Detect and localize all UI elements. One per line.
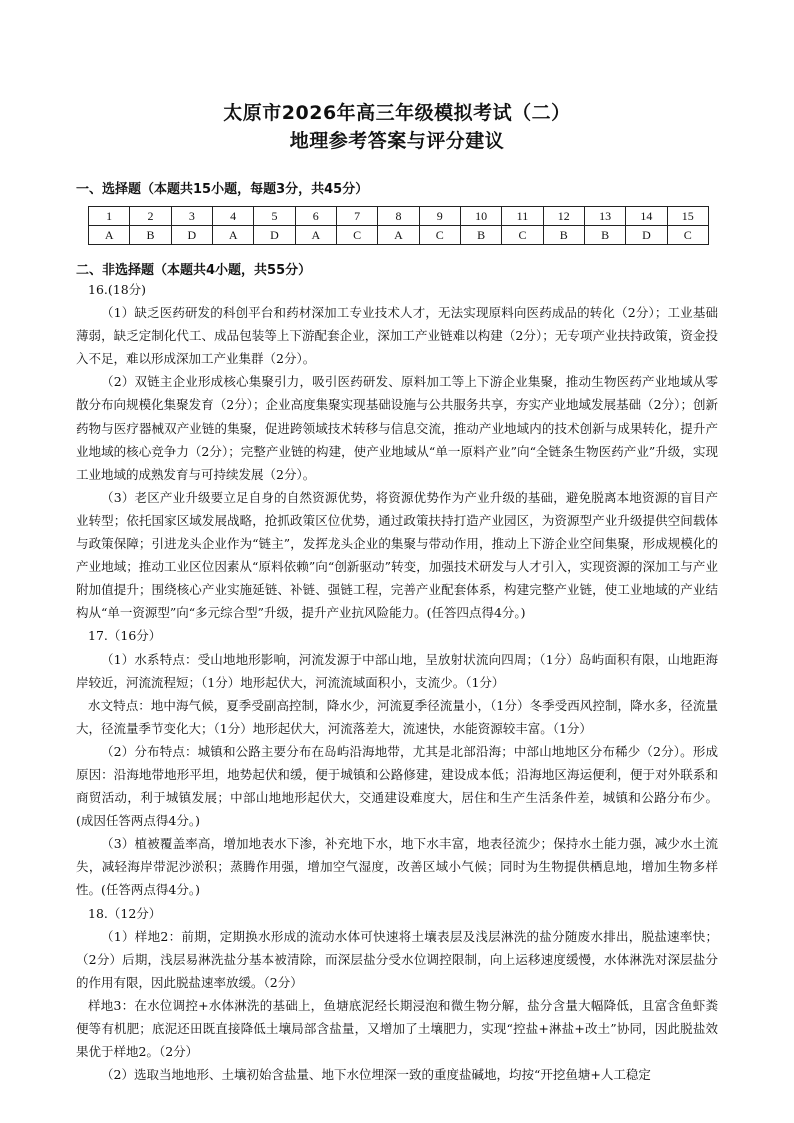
answer-cell: A — [295, 226, 336, 245]
question-16-label: 16.(18分) — [88, 282, 147, 297]
question-number-cell: 11 — [502, 207, 543, 226]
question-number-cell: 9 — [419, 207, 460, 226]
q16-answer-3: （3）老区产业升级要立足自身的自然资源优势，将资源优势作为产业升级的基础，避免脱离本地资源的盲目产业转型；依托国家区域发展战略，抢抓政策区位优势，通过政策扶持打造产业园区，为资源型产业升级提供空间载体与政策保障；引进龙头企业作为“链主”，发挥龙头企业的集聚与带动作用，推动上下游企业空间集聚，形成规模化的产业地域；推动工业区位因素从“原料依赖”向“创新驱动”转变，加强技术研发与人才引入，实现资源的深加工与产业附加值提升；围绕核心产业实施延链、补链、强链工程，完善产业配套体系，构建完整产业链，使工业地域的产业结构从“单一资源型”向“多元综合型”升级，提升产业抗风险能力。(任答四点得4分。) — [76, 489, 718, 621]
question-number-cell: 1 — [89, 207, 130, 226]
answer-cell: B — [460, 226, 501, 245]
answer-cell: C — [502, 226, 543, 245]
answer-cell: B — [130, 226, 171, 245]
q18-answer-1: （1）样地2：前期，定期换水形成的流动水体可快速将土壤表层及浅层淋洗的盐分随废水排出，脱盐速率快；（2分）后期，浅层易淋洗盐分基本被清除，而深层盐分受水位调控限制，向上运移速度缓慢，水体淋洗对深层盐分的作用有限，因此脱盐速率放缓。（2分） — [76, 928, 718, 990]
question-number-cell: 12 — [543, 207, 584, 226]
section-multiple-choice-heading: 一、选择题（本题共15小题，每题3分，共45分） — [76, 182, 369, 197]
answer-cell: D — [626, 226, 667, 245]
answer-explanations — [76, 278, 718, 1086]
q17-answer-1: （1）水系特点：受山地地形影响，河流发源于中部山地，呈放射状流向四周；（1分）岛屿面积有限，山地距海岸较近，河流流程短；（1分）地形起伏大，河流流域面积小，支流少。（1分） — [76, 651, 718, 690]
page-title: 太原市2026年高三年级模拟考试（二） — [223, 102, 571, 124]
q16-answer-1: （1）缺乏医药研发的科创平台和药材深加工专业技术人才，无法实现原料向医药成品的转化（2分）；工业基础薄弱，缺乏定制化代工、成品包装等上下游配套企业，深加工产业链难以构建（2分）；无专项产业扶持政策，资金投入不足，难以形成深加工产业集群（2分）。 — [76, 305, 718, 367]
answer-cell: A — [89, 226, 130, 245]
question-number-cell: 5 — [254, 207, 295, 226]
answer-cell: A — [212, 226, 253, 245]
question-number-cell: 13 — [584, 207, 625, 226]
question-number-cell: 10 — [460, 207, 501, 226]
answer-cell: C — [419, 226, 460, 245]
question-number-cell: 4 — [212, 207, 253, 226]
question-18-label: 18.（12分） — [88, 905, 162, 921]
question-number-cell: 8 — [378, 207, 419, 226]
q17-answer-2: （2）分布特点：城镇和公路主要分布在岛屿沿海地带，尤其是北部沿海；中部山地地区分布稀少（2分）。形成原因：沿海地带地形平坦，地势起伏和缓，便于城镇和公路修建，建设成本低；沿海地区海运便利，便于对外联系和商贸活动，利于城镇发展；中部山地地形起伏大，交通建设难度大，居住和生产生活条件差，城镇和公路分布少。(成因任答两点得4分。) — [76, 743, 718, 829]
answer-cell: A — [378, 226, 419, 245]
question-number-row — [89, 207, 709, 226]
question-number-cell: 7 — [336, 207, 377, 226]
q18-answer-1-plot3: 样地3：在水位调控+水体淋洗的基础上，鱼塘底泥经长期浸泡和微生物分解，盐分含量大幅降低，且富含鱼虾粪便等有机肥；底泥还田既直接降低土壤局部含盐量，又增加了土壤肥力，实现“控盐+淋盐+改土”协同，因此脱盐效果优于样地2。（2分） — [76, 997, 718, 1060]
question-17-label: 17.（16分） — [88, 628, 162, 644]
answer-row — [89, 226, 709, 245]
answer-cell: C — [336, 226, 377, 245]
question-number-cell: 14 — [626, 207, 667, 226]
answer-key-table — [88, 206, 709, 245]
question-number-cell: 2 — [130, 207, 171, 226]
answer-cell: B — [543, 226, 584, 245]
answer-cell: D — [254, 226, 295, 245]
answer-cell: D — [171, 226, 212, 245]
section-free-response-heading: 二、非选择题（本题共4小题，共55分） — [76, 263, 312, 278]
answer-cell: C — [667, 226, 708, 245]
question-number-cell: 3 — [171, 207, 212, 226]
question-number-cell: 15 — [667, 207, 708, 226]
q18-answer-2: （2）选取当地地形、土壤初始含盐量、地下水位埋深一致的重度盐碱地，均按“开挖鱼塘+人工稳定 — [101, 1067, 651, 1083]
answer-cell: B — [584, 226, 625, 245]
page-subtitle: 地理参考答案与评分建议 — [289, 130, 505, 152]
q16-answer-2: （2）双链主企业形成核心集聚引力，吸引医药研发、原料加工等上下游企业集聚，推动生物医药产业地域从零散分布向规模化集聚发育（2分）；企业高度集聚实现基础设施与公共服务共享，夯实产业地域发展基础（2分）；创新药物与医疗器械双产业链的集聚，促进跨领域技术转移与信息交流，推动产业地域内的技术创新与成果转化，提升产业地域的核心竞争力（2分）；完整产业链的构建，使产业地域从“单一原料产业”向“全链条生物医药产业”升级，实现工业地域的成熟发育与可持续发展（2分）。 — [76, 374, 718, 482]
q17-answer-3: （3）植被覆盖率高，增加地表水下渗，补充地下水，地下水丰富，地表径流少；保持水土能力强，减少水土流失，减轻海岸带泥沙淤积；蒸腾作用强，增加空气湿度，改善区域小气候；同时为生物提供栖息地，增加生物多样性。(任答两点得4分。) — [76, 836, 718, 898]
q17-answer-1-hydrology: 水文特点：地中海气候，夏季受副高控制，降水少，河流夏季径流量小，（1分）冬季受西风控制，降水多，径流量大，径流量季节变化大；（1分）地形起伏大，河流落差大，流速快，水能资源较丰富。（1分） — [76, 697, 718, 736]
question-number-cell: 6 — [295, 207, 336, 226]
